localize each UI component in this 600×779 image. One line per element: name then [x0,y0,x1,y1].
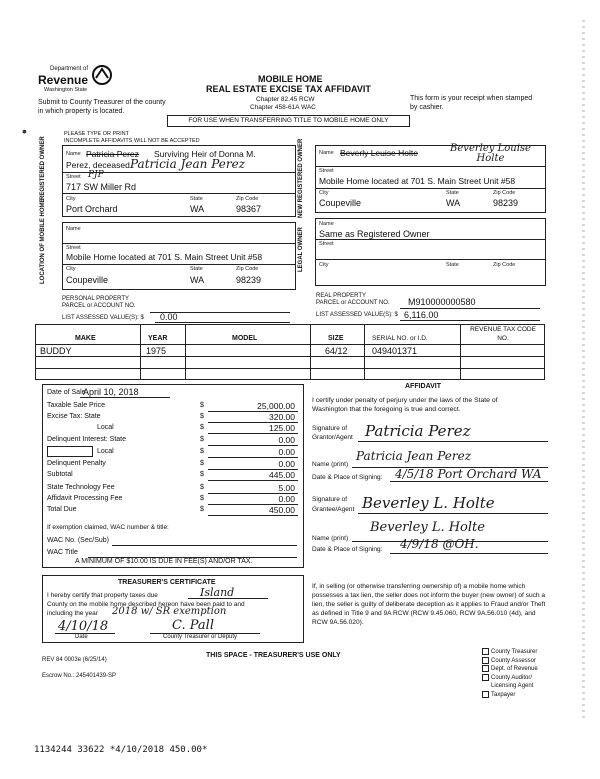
rev-form-number: REV 84 0003e (6/25/14) [42,657,107,663]
treasurer-text-2: County on the mobile home described hereon have been paid to and [47,601,245,608]
certify-1: I certify under penalty of perjury under the laws of the State of [312,397,498,404]
grantor-sig-label-2: Grantor/Agent [312,434,353,441]
tax-row-label: Taxable Sale Price [47,402,105,409]
personal-label-2: PARCEL or ACCOUNT NO. [62,303,136,309]
distribution-label: Dept. of Revenue [491,666,538,673]
tax-row-label: Subtotal [47,471,73,478]
tax-row-value: 0.00 [278,435,295,445]
new-owner-label: NEW REGISTERED OWNER [298,138,304,218]
real-assessed-label: LIST ASSESSED VALUE(S): $ [316,312,398,318]
minimum-note: A MINIMUM OF $10.00 IS DUE IN FEE(S) AND/OR TAX. [75,558,253,565]
dollar-sign: $ [200,495,204,502]
distribution-item [482,665,538,672]
ro-zip-label: Zip Code [236,196,259,202]
personal-assessed-label: LIST ASSESSED VALUE(S): $ [62,315,144,321]
tax-row-line [208,457,298,458]
legal-owner-label: LEGAL OWNER [298,227,304,272]
tax-row-value: 450.00 [269,505,295,515]
cell-serial: 049401371 [372,346,418,356]
tax-row-label: Delinquent Penalty [47,460,106,467]
treasurer-signature: C. Pall [172,618,214,633]
loc-zip: 98239 [236,275,262,285]
no-name-label: Name [319,150,334,156]
treasurer-heading: TREASURER'S CERTIFICATE [118,579,216,586]
dollar-sign: $ [200,484,204,491]
ro-name-typed: Surviving Heir of Donna M. [154,149,256,159]
dollar-sign: $ [200,413,204,420]
receipt-text-2: by cashier. [410,104,444,111]
checkbox[interactable] [482,657,489,664]
certify-2: Washington that the foregoing is true and correct. [312,406,461,413]
tax-lien-warning: If, in selling (or otherwise transferring ownership of) a mobile home which possesses a tax lien, the seller does not inform the buyer (new owner) of such a lien, the seller is guilty of deliberate deception as it applies to Fraud and/or Theft as defined in Title 9 and 9A RCW (RCW 9.45.060, RCW 9A.56.010 (4d), and RCW 9A.56.020). [312,583,546,626]
ro-street: 717 SW Miller Rd [66,182,137,192]
real-assessed: 6,116.00 [404,310,439,320]
loc-street-label: Street [66,245,81,251]
personal-assessed: 0.00 [160,312,178,322]
loc-street: Mobile Home located at 701 S. Main Street Unit #58 [66,252,263,262]
ro-street-initials: PJP [88,170,104,180]
loc-zip-label: Zip Code [236,266,259,272]
print-note-2: INCOMPLETE AFFIDAVITS WILL NOT BE ACCEPTED [64,138,200,144]
wac-title-label: WAC Title [47,549,78,556]
no-name-struck: Beverly Leuise Holte [340,148,418,158]
col-model: MODEL [232,335,258,342]
col-tax-code: REVENUE TAX CODE NO. [470,326,536,342]
dept-state: Washington State [44,87,88,93]
distribution-item [482,657,536,664]
tax-row-value: 25,000.00 [257,401,295,411]
submit-text-2: in which property is located. [38,108,125,115]
hole-punch-mark: • [22,123,27,139]
tax-row-label: Excise Tax: State [47,413,101,420]
cell-year: 1975 [146,346,167,356]
treasurer-date-hand: 4/10/18 [58,619,109,634]
real-label-1: REAL PROPERTY [316,293,367,299]
loc-name-label: Name [66,226,81,232]
tax-row-value: 0.00 [278,494,295,504]
ro-city: Port Orchard [66,204,118,214]
distribution-item [482,674,532,681]
checkbox[interactable] [482,691,489,698]
no-street: Mobile Home located at 701 S. Main Street Unit #58 [319,176,516,186]
distribution-label: Taxpayer [491,691,516,698]
loc-state: WA [190,275,205,285]
col-year: YEAR [148,335,168,342]
ro-name-struck: Patricia Perez [86,149,139,159]
tax-row-label: Delinquent Interest: State [47,436,126,443]
distribution-label: County Treasurer [491,649,538,656]
treasurer-text-3: including the year [47,610,98,617]
lo-state-label: State [446,262,459,268]
wac-no-label: WAC No. (Sec/Sub) [47,537,109,544]
cell-size: 64/12 [325,346,348,356]
local-code-box [47,446,93,457]
no-zip-label: Zip Code [493,190,516,196]
grantee-name-print: Beverley L. Holte [370,520,485,535]
grantee-signature: Beverley L. Holte [362,494,495,512]
treasurer-county-hand: Island [200,586,235,599]
submit-text-1: Submit to County Treasurer of the county [38,99,166,106]
distribution-item [482,648,537,655]
treasurer-use-only: THIS SPACE - TREASURER'S USE ONLY [206,652,341,659]
dept-name: Revenue [38,73,89,87]
exempt-label: If exemption claimed, WAC number & title: [47,524,169,531]
no-state: WA [446,198,461,208]
tax-row-value: 0.00 [278,447,295,457]
tax-row-value: 5.00 [278,483,295,493]
form-title-1: MOBILE HOME [258,74,323,84]
print-note-1: PLEASE TYPE OR PRINT [64,131,130,137]
no-state-label: State [446,190,459,196]
dept-line1: Department of [50,66,89,72]
grantee-date-place: 4/9/18 @OH. [400,537,479,551]
loc-city-label: City [66,266,76,272]
cell-make: BUDDY [40,346,72,356]
grantor-sig-label-1: Signature of [312,425,348,432]
no-zip: 98239 [493,198,519,208]
ro-zip: 98367 [236,204,262,214]
revenue-emblem-icon [90,64,114,86]
tax-row-label: Affidavit Processing Fee [47,495,123,502]
form-title-2: REAL ESTATE EXCISE TAX AFFIDAVIT [206,84,371,94]
distribution-label: County Auditor/ [491,674,533,681]
grantor-date-place: 4/5/18 Port Orchard WA [395,467,542,481]
revenue-logo [38,66,118,100]
ro-street-label: Street [66,174,81,180]
grantor-name-label: Name (print) [312,461,349,468]
lo-name: Same as Registered Owner [319,229,430,239]
distribution-label: Licensing Agent [491,683,534,690]
col-size: SIZE [328,335,344,342]
treasurer-text-1: I hereby certify that property taxes due [47,592,158,599]
tax-row-label: State Technology Fee [47,484,115,491]
escrow-number: Escrow No.: 245401439-SP [42,673,117,679]
tax-row-label: Total Due [47,506,77,513]
dollar-sign: $ [200,506,204,513]
grantor-name-print: Patricia Jean Perez [356,449,472,463]
grantee-name-label: Name (print) [312,535,349,542]
use-banner: FOR USE WHEN TRANSFERRING TITLE TO MOBILE HOME ONLY [167,115,410,127]
receipt-text-1: This form is your receipt when stamped [410,95,533,102]
tax-row-value: 320.00 [269,412,295,422]
chapter-1: Chapter 82.45 RCW [256,96,315,103]
checkbox[interactable] [482,648,489,655]
ro-name-typed-2: Perez, deceased [66,160,130,170]
real-account: M910000000580 [408,297,476,307]
chapter-2: Chapter 458-61A WAC [250,104,316,111]
cashier-stamp: 1134244 33622 *4/10/2018 450.00* [34,745,208,755]
scan-artifact [582,20,585,720]
registered-owner-label: REGISTERED OWNER [40,136,46,200]
tax-row-value: 125.00 [269,423,295,433]
distribution-item [482,691,515,698]
distribution-label: County Assessor [491,657,537,664]
grantee-sig-label-2: Grantee/Agent [312,506,355,513]
treasurer-year-hand: 2018 w/ SR exemption [112,606,227,617]
lo-city-label: City [319,262,329,268]
no-street-label: Street [319,168,334,174]
dollar-sign: $ [200,402,204,409]
loc-state-label: State [190,266,203,272]
tax-row-line [208,433,298,434]
date-of-sale-label: Date of Sale [47,389,86,396]
treasurer-sig-label: County Treasurer or Deputy [163,634,238,640]
real-label-2: PARCEL or ACCOUNT NO. [316,300,390,306]
lo-zip-label: Zip Code [493,262,516,268]
location-label: LOCATION OF MOBILE HOME [40,198,46,284]
distribution-item [482,682,533,689]
ro-name-handwritten: Patricia Jean Perez [130,157,246,171]
tax-row-line [208,515,298,516]
tax-row-label: Local [97,424,114,431]
treasurer-date-label: Date [75,634,88,640]
ro-state-label: State [190,196,203,202]
personal-label-1: PERSONAL PROPERTY [62,296,130,302]
dollar-sign: $ [200,448,204,455]
dollar-sign: $ [200,460,204,467]
dollar-sign: $ [200,471,204,478]
dollar-sign: $ [200,436,204,443]
col-serial: SERIAL NO. or I.D. [372,335,428,342]
lo-street-label: Street [319,241,334,247]
tax-row-value: 0.00 [278,459,295,469]
grantee-date-label: Date & Place of Signing: [312,546,383,553]
date-of-sale: April 10, 2018 [83,387,139,397]
affidavit-heading: AFFIDAVIT [405,383,442,390]
lo-name-label: Name [319,221,334,227]
tax-row-value: 445.00 [269,470,295,480]
no-name-handwritten: Beverley Louise Holte [450,143,531,164]
no-city: Coupeville [319,198,362,208]
col-make: MAKE [75,335,96,342]
checkbox[interactable] [482,674,489,681]
ro-city-label: City [66,196,76,202]
ro-state: WA [190,204,205,214]
dollar-sign: $ [200,424,204,431]
no-city-label: City [319,190,329,196]
tax-row-label: Local [97,448,114,455]
grantor-signature: Patricia Perez [365,422,471,440]
grantor-date-label: Date & Place of Signing: [312,474,383,481]
ro-name-label: Name [66,151,81,157]
loc-city: Coupeville [66,275,109,285]
tax-row-line [208,480,298,481]
tax-row-line [208,445,298,446]
checkbox[interactable] [482,665,489,672]
grantee-sig-label-1: Signature of [312,496,348,503]
